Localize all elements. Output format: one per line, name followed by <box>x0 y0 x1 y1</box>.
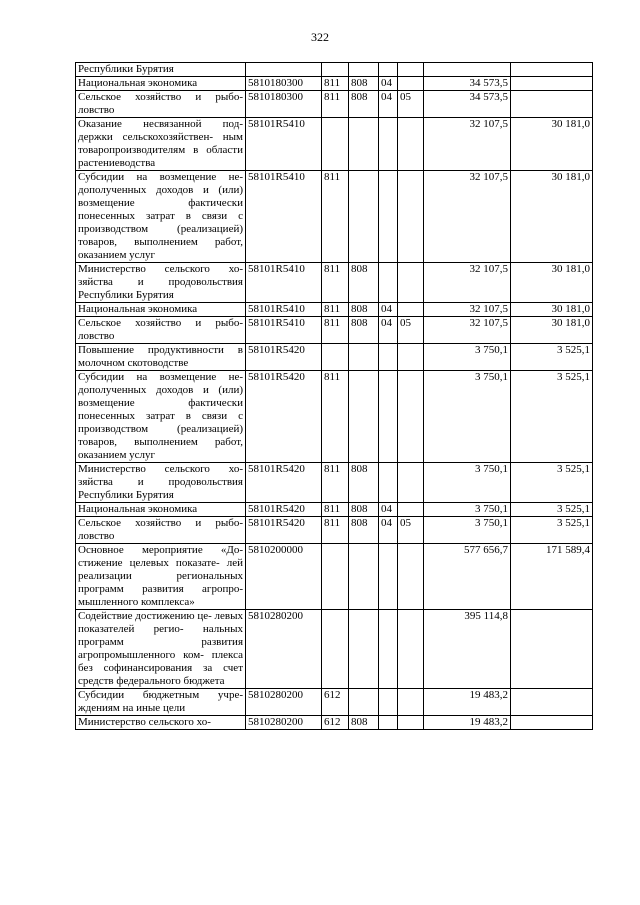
table-row <box>76 77 593 91</box>
row-grbs <box>349 344 379 371</box>
row-sum1: 3 750,1 <box>424 371 511 463</box>
row-rz: 04 <box>379 77 398 91</box>
row-csr: 58101R5420 <box>246 517 322 544</box>
row-csr: 58101R5420 <box>246 371 322 463</box>
row-csr: 58101R5420 <box>246 344 322 371</box>
row-csr: 58101R5420 <box>246 463 322 503</box>
row-name: Национальная экономика <box>76 303 246 317</box>
table-row <box>76 63 593 77</box>
row-sum2 <box>511 77 593 91</box>
row-csr: 5810200000 <box>246 544 322 610</box>
row-pr <box>398 503 424 517</box>
row-sum1: 3 750,1 <box>424 463 511 503</box>
row-csr: 58101R5420 <box>246 503 322 517</box>
row-sum2: 3 525,1 <box>511 517 593 544</box>
row-vr: 612 <box>322 689 349 716</box>
table-row <box>76 716 593 730</box>
row-vr: 811 <box>322 91 349 118</box>
row-sum1: 395 114,8 <box>424 610 511 689</box>
row-pr <box>398 263 424 303</box>
row-grbs: 808 <box>349 317 379 344</box>
row-pr <box>398 716 424 730</box>
row-vr <box>322 63 349 77</box>
row-pr <box>398 303 424 317</box>
row-grbs <box>349 610 379 689</box>
row-pr <box>398 544 424 610</box>
row-name: Национальная экономика <box>76 503 246 517</box>
table-body <box>76 63 593 730</box>
row-csr: 58101R5410 <box>246 171 322 263</box>
row-csr: 58101R5410 <box>246 118 322 171</box>
row-name: Субсидии на возмещение не- дополученных доходов и (или) возмещение фактически понесенных затрат в связи с производством (реализацией) товаров, выполнением работ, оказанием услуг <box>76 171 246 263</box>
row-rz <box>379 463 398 503</box>
row-csr: 5810280200 <box>246 716 322 730</box>
row-sum2 <box>511 689 593 716</box>
table-row <box>76 344 593 371</box>
row-name: Повышение продуктивности в молочном скотоводстве <box>76 344 246 371</box>
row-name: Оказание несвязанной под- держки сельскохозяйствен- ным товаропроизводителям в области растениеводства <box>76 118 246 171</box>
row-sum1: 19 483,2 <box>424 689 511 716</box>
page-number: 322 <box>311 30 329 44</box>
row-rz <box>379 344 398 371</box>
row-rz: 04 <box>379 303 398 317</box>
table-row <box>76 91 593 118</box>
row-sum2: 3 525,1 <box>511 371 593 463</box>
row-pr <box>398 118 424 171</box>
row-sum2: 171 589,4 <box>511 544 593 610</box>
row-vr: 811 <box>322 503 349 517</box>
row-name: Сельское хозяйство и рыбо- ловство <box>76 91 246 118</box>
row-name: Министерство сельского хо- <box>76 716 246 730</box>
row-rz: 04 <box>379 91 398 118</box>
row-grbs <box>349 171 379 263</box>
row-pr <box>398 371 424 463</box>
row-sum1: 34 573,5 <box>424 91 511 118</box>
row-sum1: 32 107,5 <box>424 171 511 263</box>
row-sum2: 3 525,1 <box>511 503 593 517</box>
row-grbs: 808 <box>349 716 379 730</box>
row-name: Министерство сельского хо- зяйства и продовольствия Республики Бурятия <box>76 263 246 303</box>
row-csr: 5810280200 <box>246 610 322 689</box>
row-rz <box>379 171 398 263</box>
row-vr <box>322 118 349 171</box>
row-vr: 811 <box>322 77 349 91</box>
row-pr <box>398 344 424 371</box>
row-csr: 5810180300 <box>246 77 322 91</box>
table-row <box>76 171 593 263</box>
table-row <box>76 463 593 503</box>
row-rz <box>379 63 398 77</box>
row-sum1: 32 107,5 <box>424 263 511 303</box>
row-pr: 05 <box>398 317 424 344</box>
row-grbs: 808 <box>349 517 379 544</box>
row-sum2: 30 181,0 <box>511 303 593 317</box>
row-grbs <box>349 118 379 171</box>
table-row <box>76 689 593 716</box>
row-grbs: 808 <box>349 77 379 91</box>
row-rz <box>379 610 398 689</box>
row-sum1: 3 750,1 <box>424 503 511 517</box>
row-name: Сельское хозяйство и рыбо- ловство <box>76 317 246 344</box>
row-pr: 05 <box>398 91 424 118</box>
row-sum2: 3 525,1 <box>511 344 593 371</box>
table-row <box>76 610 593 689</box>
row-sum2: 30 181,0 <box>511 171 593 263</box>
row-sum1 <box>424 63 511 77</box>
row-sum2 <box>511 610 593 689</box>
table-row <box>76 371 593 463</box>
table-row <box>76 303 593 317</box>
row-vr: 811 <box>322 263 349 303</box>
row-sum1: 577 656,7 <box>424 544 511 610</box>
row-sum1: 3 750,1 <box>424 517 511 544</box>
row-sum2: 30 181,0 <box>511 263 593 303</box>
row-sum2: 30 181,0 <box>511 118 593 171</box>
row-sum1: 3 750,1 <box>424 344 511 371</box>
row-rz: 04 <box>379 517 398 544</box>
row-pr <box>398 689 424 716</box>
row-csr: 5810180300 <box>246 91 322 118</box>
row-vr: 811 <box>322 371 349 463</box>
row-vr <box>322 344 349 371</box>
row-name: Субсидии на возмещение не- дополученных доходов и (или) возмещение фактически понесенных затрат в связи с производством (реализацией) товаров, выполнением работ, оказанием услуг <box>76 371 246 463</box>
row-pr: 05 <box>398 517 424 544</box>
table-row <box>76 118 593 171</box>
row-csr: 58101R5410 <box>246 303 322 317</box>
row-name: Национальная экономика <box>76 77 246 91</box>
row-rz: 04 <box>379 503 398 517</box>
row-vr: 612 <box>322 716 349 730</box>
row-csr <box>246 63 322 77</box>
row-sum2: 3 525,1 <box>511 463 593 503</box>
row-grbs: 808 <box>349 303 379 317</box>
row-vr: 811 <box>322 303 349 317</box>
row-sum2 <box>511 63 593 77</box>
row-csr: 5810280200 <box>246 689 322 716</box>
row-csr: 58101R5410 <box>246 263 322 303</box>
row-sum1: 32 107,5 <box>424 317 511 344</box>
table-row <box>76 517 593 544</box>
row-rz <box>379 544 398 610</box>
row-rz <box>379 118 398 171</box>
row-name: Республики Бурятия <box>76 63 246 77</box>
row-pr <box>398 463 424 503</box>
row-name: Содействие достижению це- левых показателей регио- нальных программ развития агропромышленного ком- плекса без софинансирования за счет средств федерального бюджета <box>76 610 246 689</box>
budget-table <box>75 62 593 730</box>
table-row <box>76 263 593 303</box>
row-pr <box>398 610 424 689</box>
row-rz: 04 <box>379 317 398 344</box>
table-row <box>76 317 593 344</box>
row-sum1: 34 573,5 <box>424 77 511 91</box>
row-vr <box>322 544 349 610</box>
row-vr: 811 <box>322 517 349 544</box>
row-sum2 <box>511 716 593 730</box>
row-vr: 811 <box>322 463 349 503</box>
row-sum1: 32 107,5 <box>424 118 511 171</box>
row-grbs <box>349 689 379 716</box>
row-grbs: 808 <box>349 463 379 503</box>
table-row <box>76 503 593 517</box>
row-vr: 811 <box>322 317 349 344</box>
row-vr: 811 <box>322 171 349 263</box>
row-grbs: 808 <box>349 263 379 303</box>
row-rz <box>379 716 398 730</box>
row-grbs <box>349 544 379 610</box>
row-pr <box>398 171 424 263</box>
row-name: Сельское хозяйство и рыбо- ловство <box>76 517 246 544</box>
row-name: Министерство сельского хо- зяйства и продовольствия Республики Бурятия <box>76 463 246 503</box>
row-name: Субсидии бюджетным учре- ждениям на иные цели <box>76 689 246 716</box>
row-vr <box>322 610 349 689</box>
row-rz <box>379 263 398 303</box>
row-sum1: 19 483,2 <box>424 716 511 730</box>
row-sum2: 30 181,0 <box>511 317 593 344</box>
row-csr: 58101R5410 <box>246 317 322 344</box>
row-sum2 <box>511 91 593 118</box>
row-name: Основное мероприятие «До- стижение целевых показате- лей реализации региональных программ развития агропро- мышленного комплекса» <box>76 544 246 610</box>
row-pr <box>398 63 424 77</box>
row-grbs <box>349 371 379 463</box>
row-grbs: 808 <box>349 503 379 517</box>
row-sum1: 32 107,5 <box>424 303 511 317</box>
row-rz <box>379 689 398 716</box>
row-grbs: 808 <box>349 91 379 118</box>
row-grbs <box>349 63 379 77</box>
row-rz <box>379 371 398 463</box>
table-row <box>76 544 593 610</box>
row-pr <box>398 77 424 91</box>
